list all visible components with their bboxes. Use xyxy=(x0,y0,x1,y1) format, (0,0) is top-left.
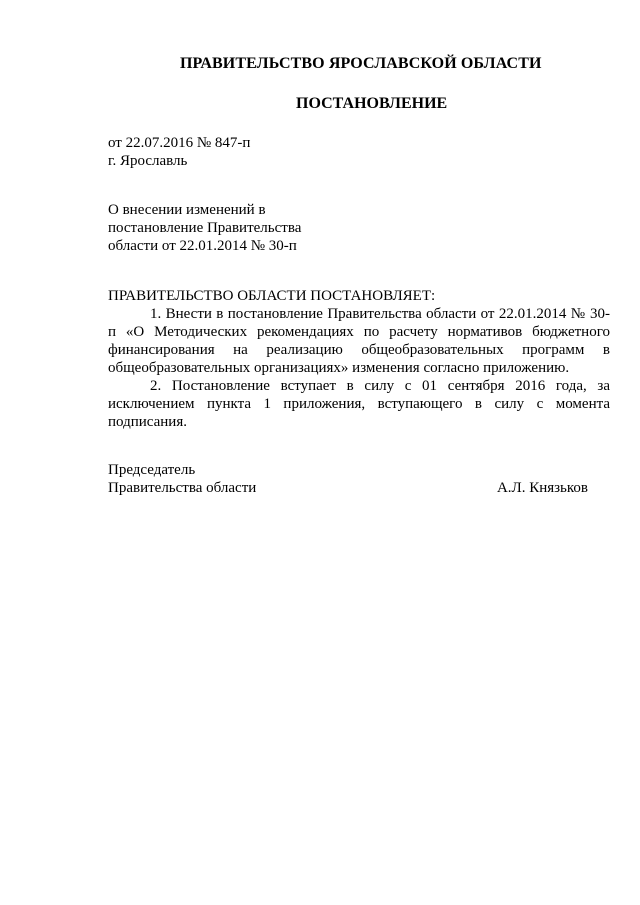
city: г. Ярославль xyxy=(108,153,188,169)
signature-row xyxy=(108,479,588,497)
signature-block xyxy=(108,461,588,497)
document-body xyxy=(108,287,610,431)
signatory-title-line-2: Правительства области xyxy=(108,480,257,496)
organization-title: ПРАВИТЕЛЬСТВО ЯРОСЛАВСКОЙ ОБЛАСТИ xyxy=(180,55,542,72)
paragraph-2: 2. Постановление вступает в силу с 01 сентября 2016 года, за исключением пункта 1 приложения, вступающего в силу с момента подписания. xyxy=(108,378,610,430)
document-subject xyxy=(108,201,368,255)
document-meta xyxy=(108,134,250,170)
subject-line-3: области от 22.01.2014 № 30-п xyxy=(108,238,297,254)
subject-line-1: О внесении изменений в xyxy=(108,202,266,218)
paragraph-1: 1. Внести в постановление Правительства области от 22.01.2014 № 30-п «О Методических рекомендациях по расчету нормативов бюджетного финансирования на реализацию общеобразовательных программ в общеобразовательных организациях» изменения согласно приложению. xyxy=(108,306,610,376)
resolution-intro: ПРАВИТЕЛЬСТВО ОБЛАСТИ ПОСТАНОВЛЯЕТ: xyxy=(108,288,436,304)
subject-line-2: постановление Правительства xyxy=(108,220,302,236)
document-type-title: ПОСТАНОВЛЕНИЕ xyxy=(296,95,448,112)
date-number: от 22.07.2016 № 847-п xyxy=(108,135,251,151)
signatory-title-line-1: Председатель xyxy=(108,462,196,478)
signatory-name: А.Л. Князьков xyxy=(496,480,588,496)
